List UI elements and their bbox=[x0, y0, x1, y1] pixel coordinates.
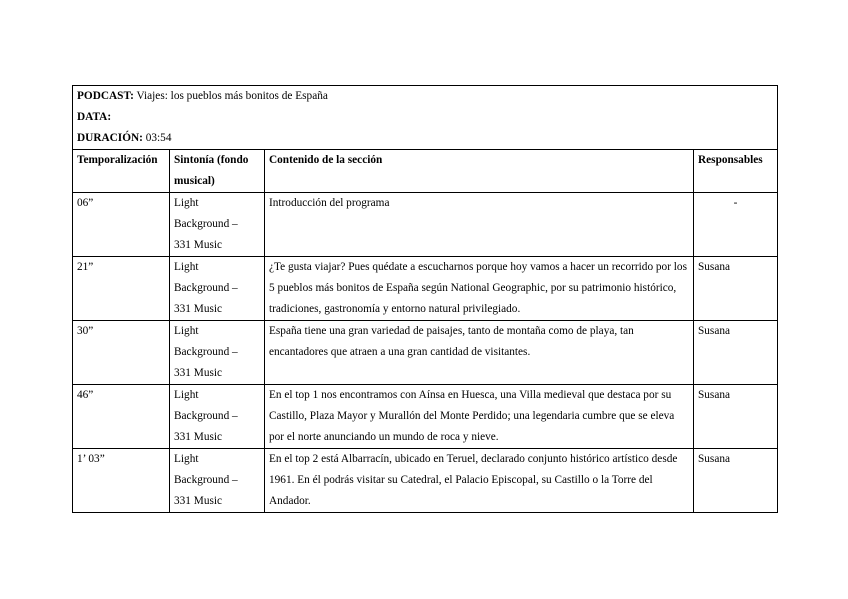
row-content: España tiene una gran variedad de paisajes, tanto de montaña como de playa, tan encantadores que atraen a una gran cantidad de visitantes. bbox=[265, 321, 694, 385]
row-time: 06” bbox=[73, 193, 170, 257]
music-line: Light bbox=[174, 325, 199, 337]
row-responsible: Susana bbox=[694, 257, 778, 321]
row-responsible: Susana bbox=[694, 449, 778, 513]
row-content: ¿Te gusta viajar? Pues quédate a escucharnos porque hoy vamos a hacer un recorrido por los 5 pueblos más bonitos de España según National Geographic, por su patrimonio histórico, tradiciones, gastronomía y entorno natural privilegiado. bbox=[265, 257, 694, 321]
script-document bbox=[72, 85, 777, 513]
header-timing: Temporalización bbox=[73, 150, 170, 193]
data-line bbox=[77, 107, 773, 128]
music-line: Light bbox=[174, 197, 199, 209]
header-music: Sintonía (fondo musical) bbox=[170, 150, 265, 193]
row-music bbox=[170, 385, 265, 449]
podcast-script-table bbox=[72, 85, 778, 513]
data-label: DATA: bbox=[77, 111, 112, 123]
podcast-title-line bbox=[77, 86, 773, 107]
music-line: 331 Music bbox=[174, 495, 223, 507]
row-content: Introducción del programa bbox=[265, 193, 694, 257]
music-line: 331 Music bbox=[174, 367, 223, 379]
podcast-info-cell bbox=[73, 86, 778, 150]
row-time: 30” bbox=[73, 321, 170, 385]
table-header-row bbox=[73, 150, 778, 193]
music-line: 331 Music bbox=[174, 303, 223, 315]
header-content: Contenido de la sección bbox=[265, 150, 694, 193]
header-responsible: Responsables bbox=[694, 150, 778, 193]
music-line: Light bbox=[174, 261, 199, 273]
music-line: Light bbox=[174, 389, 199, 401]
row-music bbox=[170, 449, 265, 513]
table-row bbox=[73, 257, 778, 321]
music-line: Background – bbox=[174, 474, 238, 486]
row-music bbox=[170, 193, 265, 257]
duration-line bbox=[77, 128, 773, 149]
row-time: 21” bbox=[73, 257, 170, 321]
table-row bbox=[73, 321, 778, 385]
row-responsible: Susana bbox=[694, 385, 778, 449]
duration-value: 03:54 bbox=[145, 132, 172, 144]
music-line: Background – bbox=[174, 218, 238, 230]
music-line: Background – bbox=[174, 410, 238, 422]
duration-label: DURACIÓN: bbox=[77, 132, 143, 144]
row-responsible: - bbox=[694, 193, 778, 257]
row-music bbox=[170, 257, 265, 321]
table-row bbox=[73, 385, 778, 449]
podcast-info-row bbox=[73, 86, 778, 150]
row-responsible: Susana bbox=[694, 321, 778, 385]
music-line: 331 Music bbox=[174, 431, 223, 443]
music-line: Background – bbox=[174, 346, 238, 358]
row-music bbox=[170, 321, 265, 385]
table-row bbox=[73, 193, 778, 257]
row-time: 1’ 03” bbox=[73, 449, 170, 513]
music-line: Background – bbox=[174, 282, 238, 294]
music-line: Light bbox=[174, 453, 199, 465]
podcast-label: PODCAST: bbox=[77, 90, 134, 102]
podcast-title: Viajes: los pueblos más bonitos de España bbox=[136, 90, 328, 102]
row-content: En el top 2 está Albarracín, ubicado en Teruel, declarado conjunto histórico artístico desde 1961. En él podrás visitar su Catedral, el Palacio Episcopal, su Castillo o la Torre del Andador. bbox=[265, 449, 694, 513]
table-row bbox=[73, 449, 778, 513]
music-line: 331 Music bbox=[174, 239, 223, 251]
row-content: En el top 1 nos encontramos con Aínsa en Huesca, una Villa medieval que destaca por su Castillo, Plaza Mayor y Murallón del Monte Perdido; una legendaria cumbre que se eleva por el norte anunciando un mundo de roca y nieve. bbox=[265, 385, 694, 449]
row-time: 46” bbox=[73, 385, 170, 449]
